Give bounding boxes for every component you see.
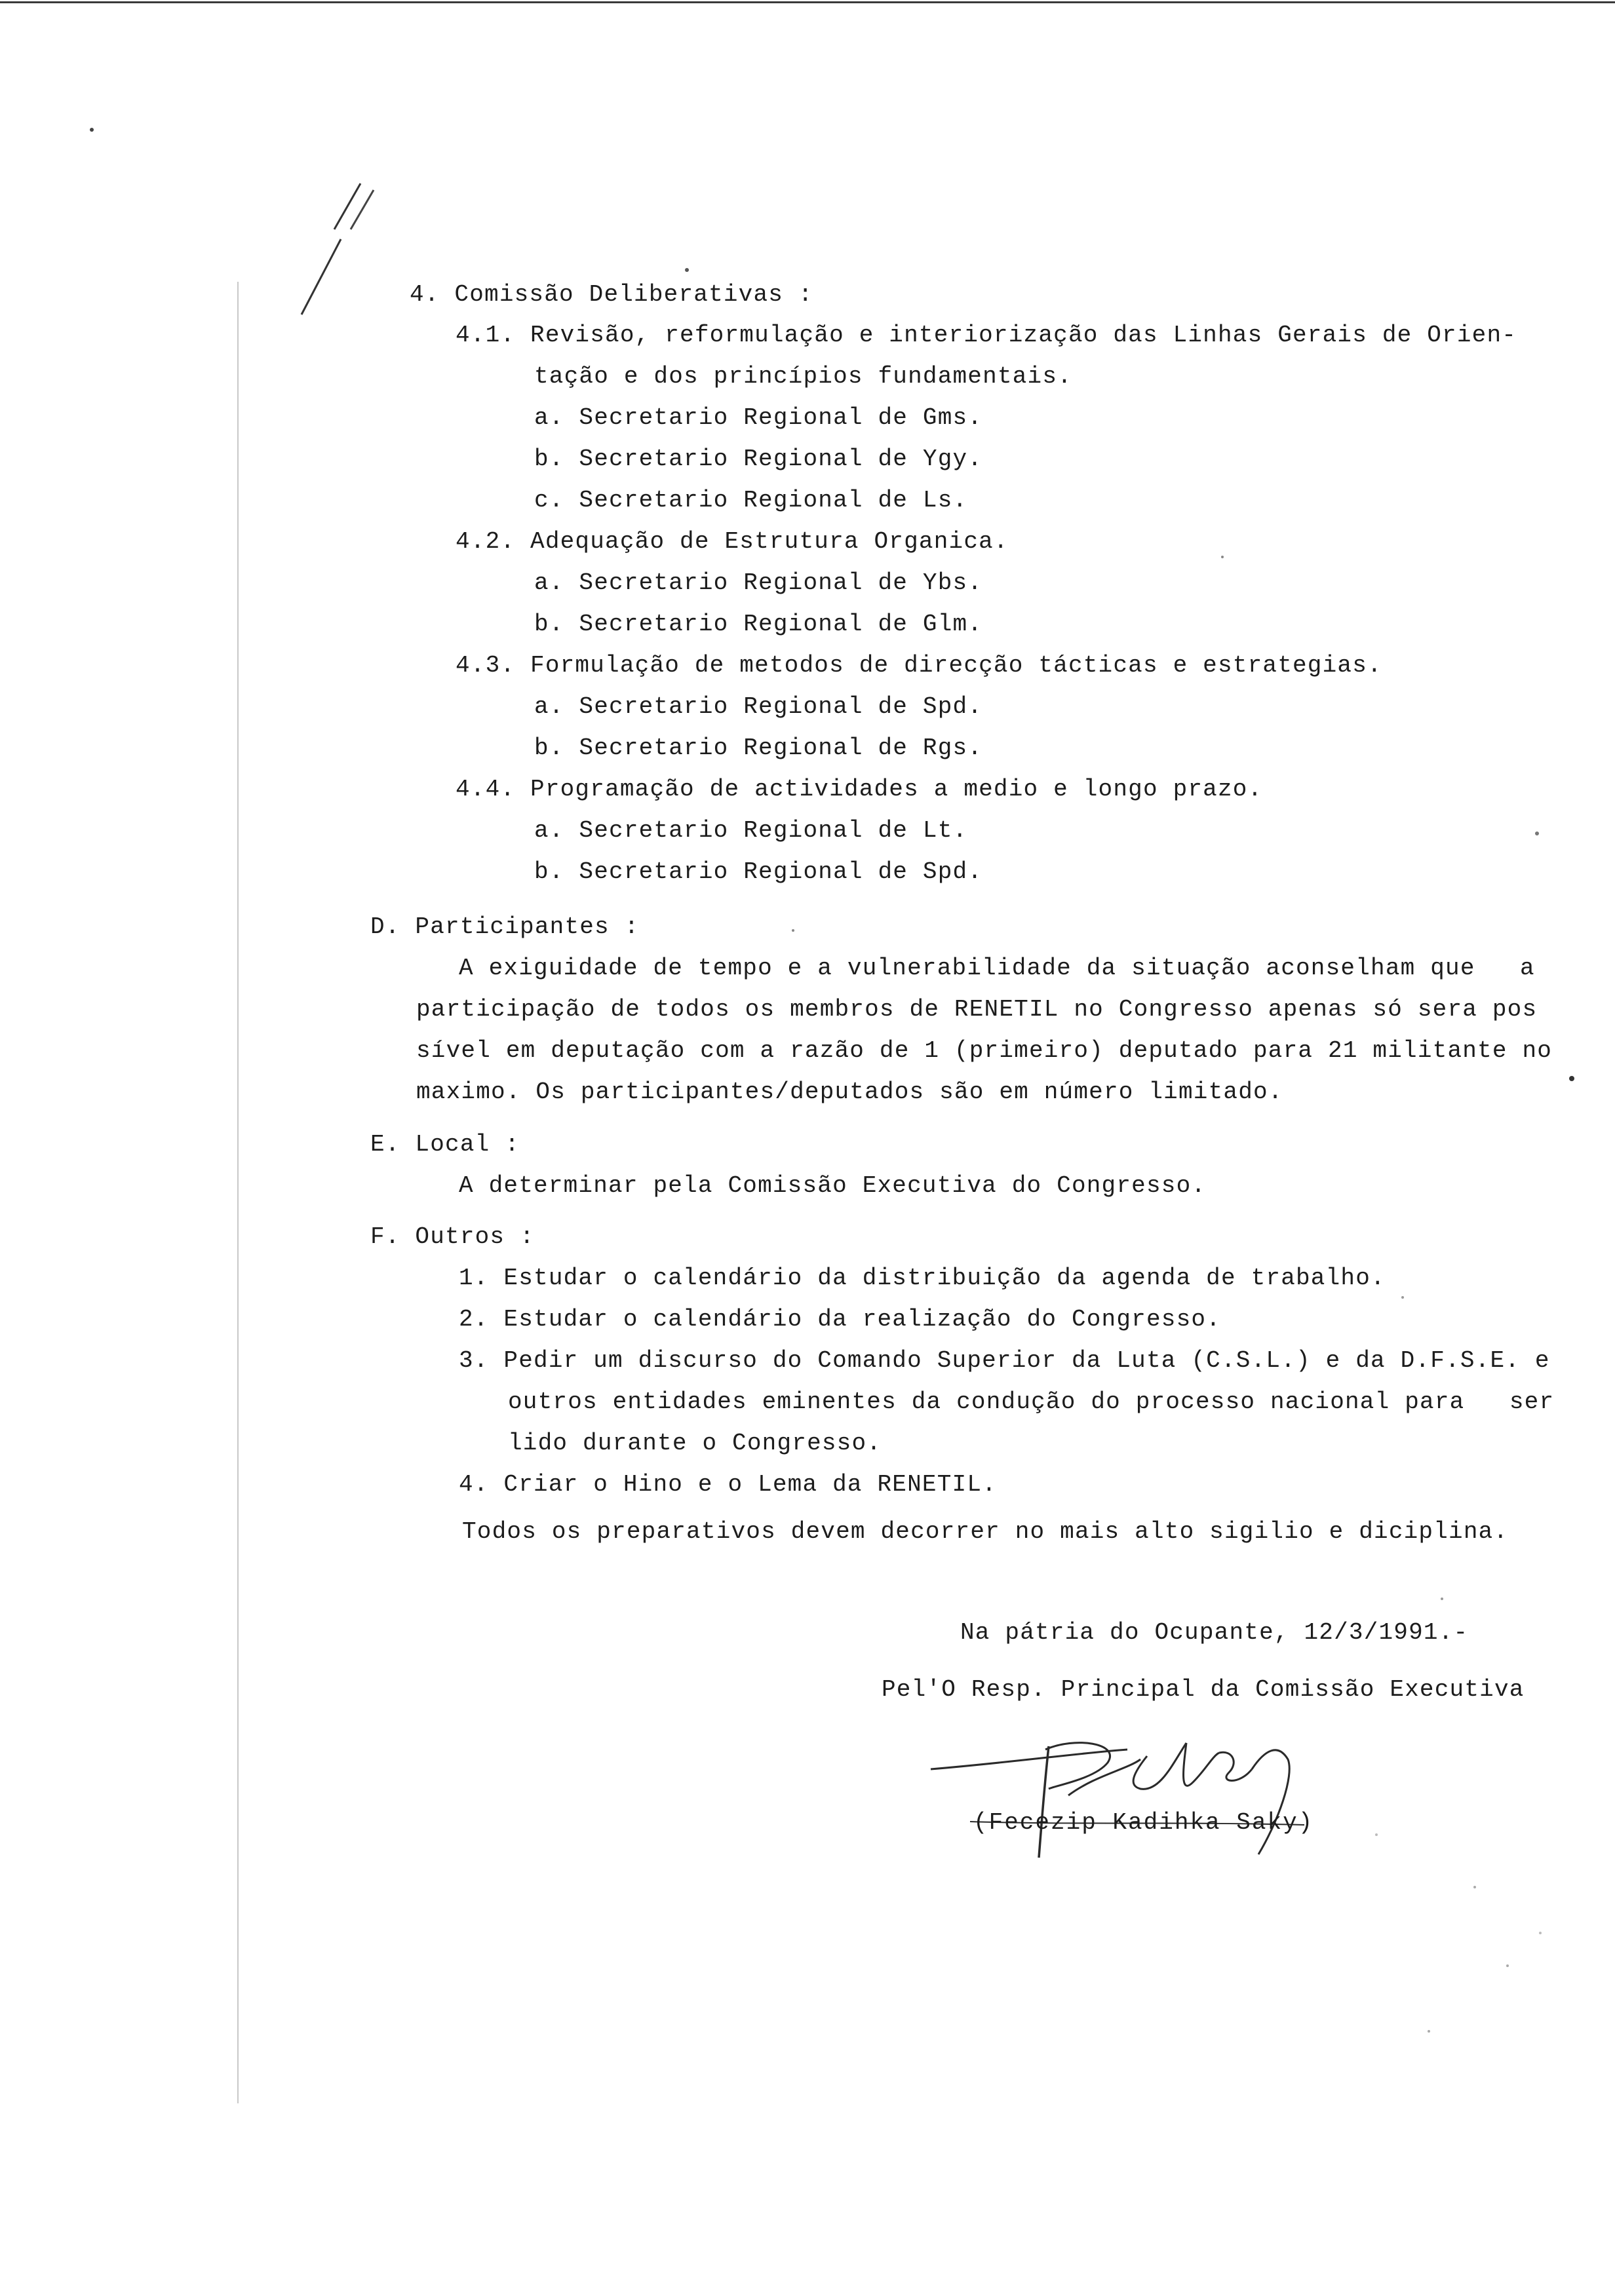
section-e-text: A determinar pela Comissão Executiva do Congresso.: [459, 1172, 1207, 1199]
section-d-line-3: sível em deputação com a razão de 1 (primeiro) deputado para 21 militante no: [416, 1037, 1553, 1064]
signatory-name: (Fecezip Kadihka Saky): [973, 1809, 1314, 1836]
item-4-3-sub-a: a. Secretario Regional de Spd.: [534, 693, 983, 720]
item-4-3-title: 4.3. Formulação de metodos de direcção tácticas e estrategias.: [456, 652, 1382, 679]
item-4-2-sub-a: a. Secretario Regional de Ybs.: [534, 569, 983, 596]
signatory-role: Pel'O Resp. Principal da Comissão Executiva: [882, 1676, 1525, 1703]
item-4-1-sub-c: c. Secretario Regional de Ls.: [534, 487, 968, 514]
section-d-line-1: A exiguidade de tempo e a vulnerabilidade da situação aconselham que a: [459, 955, 1535, 982]
section-d-line-4: maximo. Os participantes/deputados são em número limitado.: [416, 1079, 1283, 1105]
dateline: Na pátria do Ocupante, 12/3/1991.-: [960, 1619, 1469, 1646]
item-4-3-sub-b: b. Secretario Regional de Rgs.: [534, 735, 983, 761]
section-4-heading: 4. Comissão Deliberativas :: [410, 281, 813, 308]
section-f-item-3-cont-1: outros entidades eminentes da condução do processo nacional para ser: [508, 1388, 1555, 1415]
section-f-item-2: 2. Estudar o calendário da realização do Congresso.: [459, 1306, 1221, 1333]
item-4-4-sub-b: b. Secretario Regional de Spd.: [534, 858, 983, 885]
item-4-4-sub-a: a. Secretario Regional de Lt.: [534, 817, 968, 844]
item-4-1-sub-a: a. Secretario Regional de Gms.: [534, 404, 983, 431]
section-e-heading: E. Local :: [370, 1131, 520, 1158]
item-4-2-title: 4.2. Adequação de Estrutura Organica.: [456, 528, 1009, 555]
closing-statement: Todos os preparativos devem decorrer no mais alto sigilio e diciplina.: [462, 1518, 1509, 1545]
section-f-item-3-cont-2: lido durante o Congresso.: [508, 1430, 882, 1457]
item-4-1-title-line1: 4.1. Revisão, reformulação e interiorização das Linhas Gerais de Orien-: [456, 322, 1517, 349]
section-f-item-4: 4. Criar o Hino e o Lema da RENETIL.: [459, 1471, 997, 1498]
item-4-4-title: 4.4. Programação de actividades a medio e longo prazo.: [456, 776, 1263, 803]
item-4-1-sub-b: b. Secretario Regional de Ygy.: [534, 446, 983, 472]
section-d-heading: D. Participantes :: [370, 913, 640, 940]
section-f-heading: F. Outros :: [370, 1223, 535, 1250]
section-d-line-2: participação de todos os membros de RENETIL no Congresso apenas só sera pos: [416, 996, 1538, 1023]
item-4-1-title-line2: tação e dos princípios fundamentais.: [534, 363, 1072, 390]
section-f-item-3: 3. Pedir um discurso do Comando Superior da Luta (C.S.L.) e da D.F.S.E. e: [459, 1347, 1550, 1374]
item-4-2-sub-b: b. Secretario Regional de Glm.: [534, 611, 983, 638]
section-f-item-1: 1. Estudar o calendário da distribuição da agenda de trabalho.: [459, 1265, 1386, 1292]
